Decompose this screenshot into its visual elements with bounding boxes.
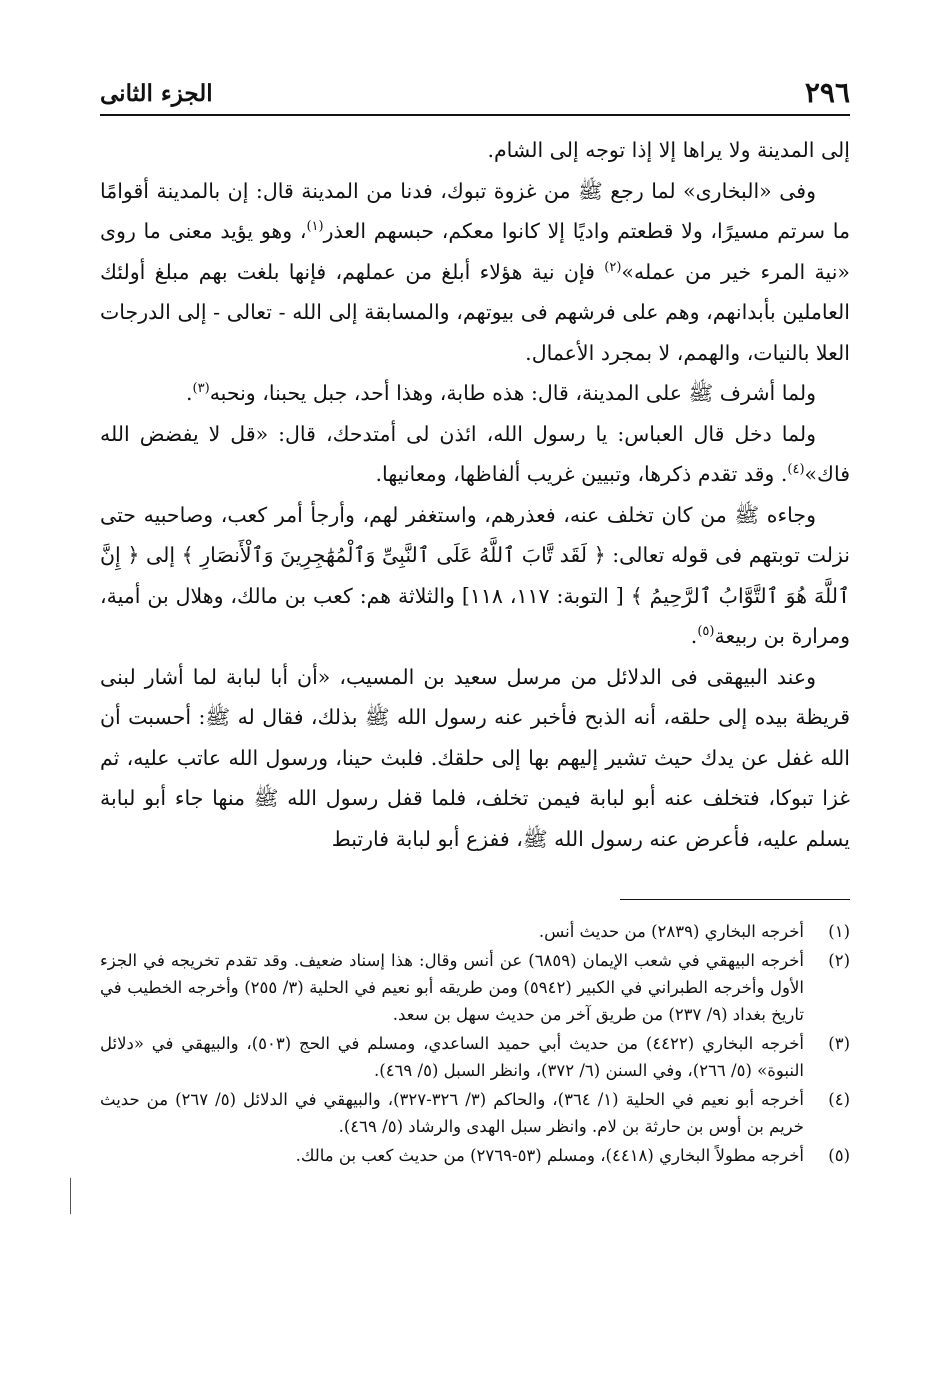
footnote-text: أخرجه البيهقي في شعب الإيمان (٦٨٥٩) عن أنس وقال: هذا إسناد ضعيف. وقد تقدم تخريجه في الجزء الأول وأخرجه الطبراني في الكبير (٥٩٤٢) ومن طريقه أبو نعيم في الحلية (٣/ ٢٥٥) وأخرجه الخطيب في تاريخ بغداد (٩/ ٢٣٧) من طريق آخر من حديث سهل بن سعد. <box>100 951 804 1024</box>
paragraph <box>100 130 850 171</box>
text-segment: وجاءه ﷺ من كان تخلف عنه، فعذرهم، واستغفر لهم، وأرجأ أمر كعب، وصاحبيه حتى نزلت توبتهم فى قوله تعالى: ﴿ لَقَد تَّابَ ٱللَّهُ عَلَى ٱلنَّبِىِّ وَٱلْمُهَٰجِرِينَ وَٱلْأَنصَارِ ﴾ إلى ﴿ إِنَّ ٱللَّهَ هُوَ ٱلتَّوَّابُ ٱلرَّحِيمُ ﴾ [ التوبة: ١١٧، ١١٨] والثلاثة هم: كعب بن مالك، وهلال بن أمية، ومرارة بن ربيعة <box>100 502 850 648</box>
text-segment: ، وهو يؤيد معنى ما روى «نية المرء خير من عمله» <box>100 219 850 284</box>
footnote-ref: (٣) <box>192 381 210 397</box>
text-segment: إلى المدينة ولا يراها إلا إذا توجه إلى الشام. <box>487 138 850 162</box>
text-segment: فإن نية هؤلاء أبلغ من عملهم، فإنها بلغت بهم مبلغ أولئك العاملين بأبدانهم، وهم على فرشهم فى بيوتهم، والمسابقة إلى الله - تعالى - إلى الدرجات العلا بالنيات، والهمم، لا بمجرد الأعمال. <box>100 259 850 365</box>
footnote <box>100 1030 850 1084</box>
footnote-text: أخرجه البخاري (٢٨٣٩) من حديث أنس. <box>538 922 804 941</box>
book-page <box>100 68 850 1171</box>
footnote-number: (٢) <box>828 951 850 970</box>
running-header <box>100 68 850 116</box>
text-segment: . وقد تقدم ذكرها، وتبيين غريب ألفاظها، ومعانيها. <box>375 462 788 486</box>
text-segment: . <box>186 381 193 405</box>
footnote-number: (٤) <box>828 1090 850 1109</box>
footnote-ref: (١) <box>306 219 324 235</box>
footnote <box>100 918 850 945</box>
footnote-ref: (٥) <box>697 624 715 640</box>
footnote-divider <box>620 899 850 900</box>
footnote-number: (١) <box>828 922 850 941</box>
paragraph <box>100 657 850 860</box>
main-text <box>100 130 850 859</box>
footnote-text: أخرجه أبو نعيم في الحلية (١/ ٣٦٤)، والحاكم (٣/ ٣٢٦-٣٢٧)، والبيهقي في الدلائل (٥/ ٢٦٧) من حديث خريم بن أوس بن حارثة بن لام. وانظر سبل الهدى والرشاد (٥/ ٤٦٩). <box>100 1090 804 1136</box>
paragraph <box>100 414 850 495</box>
paragraph <box>100 171 850 374</box>
footnote <box>100 947 850 1028</box>
text-segment: . <box>690 624 698 648</box>
footnote <box>100 1086 850 1140</box>
footnote-text: أخرجه البخاري (٤٤٢٢) من حديث أبي حميد الساعدي، ومسلم في الحج (٥٠٣)، والبيهقي في «دلائل النبوة» (٥/ ٢٦٦)، وفي السنن (٦/ ٣٧٢)، وانظر السبل (٥/ ٤٦٩). <box>100 1034 804 1080</box>
footnote-ref: (٢) <box>604 259 622 275</box>
paragraph <box>100 495 850 657</box>
footnotes <box>100 918 850 1169</box>
text-segment: وفى «البخارى» لما رجع ﷺ من غزوة تبوك، فدنا من المدينة قال: إن بالمدينة أقوامًا ما سرتم مسيرًا، ولا قطعتم واديًا إلا كانوا معكم، حبسهم العذر <box>100 178 850 243</box>
footnote-number: (٥) <box>828 1146 850 1165</box>
section-title: الجزء الثانى <box>100 80 213 107</box>
page-number: ٢٩٦ <box>804 76 850 109</box>
footnote-text: أخرجه مطولاً البخاري (٤٤١٨)، ومسلم (٥٣-٢٧٦٩) من حديث كعب بن مالك. <box>295 1146 804 1165</box>
footnote <box>100 1142 850 1169</box>
paragraph <box>100 373 850 414</box>
text-segment: ولما دخل قال العباس: يا رسول الله، ائذن لى أمتدحك، قال: «قل لا يفضض الله فاك» <box>100 421 850 486</box>
text-segment: ولما أشرف ﷺ على المدينة، قال: هذه طابة، وهذا أحد، جبل يحبنا، ونحبه <box>209 381 816 405</box>
footnote-number: (٣) <box>828 1034 850 1053</box>
text-segment: وعند البيهقى فى الدلائل من مرسل سعيد بن المسيب، «أن أبا لبابة لما أشار لبنى قريظة بيده إلى حلقه، أنه الذبح فأخبر عنه رسول الله ﷺ بذلك، فقال له ﷺ: أحسبت أن الله غفل عن يدك حيث تشير إليهم بها إلى حلقك. فلبث حينا، ورسول الله عاتب عليه، ثم غزا تبوكا، فتخلف عنه أبو لبابة فيمن تخلف، فلما قفل رسول الله ﷺ منها جاء أبو لبابة يسلم عليه، فأعرض عنه رسول الله ﷺ، ففزع أبو لبابة فارتبط <box>100 664 850 851</box>
footnote-ref: (٤) <box>787 462 805 478</box>
margin-mark <box>70 1178 71 1214</box>
